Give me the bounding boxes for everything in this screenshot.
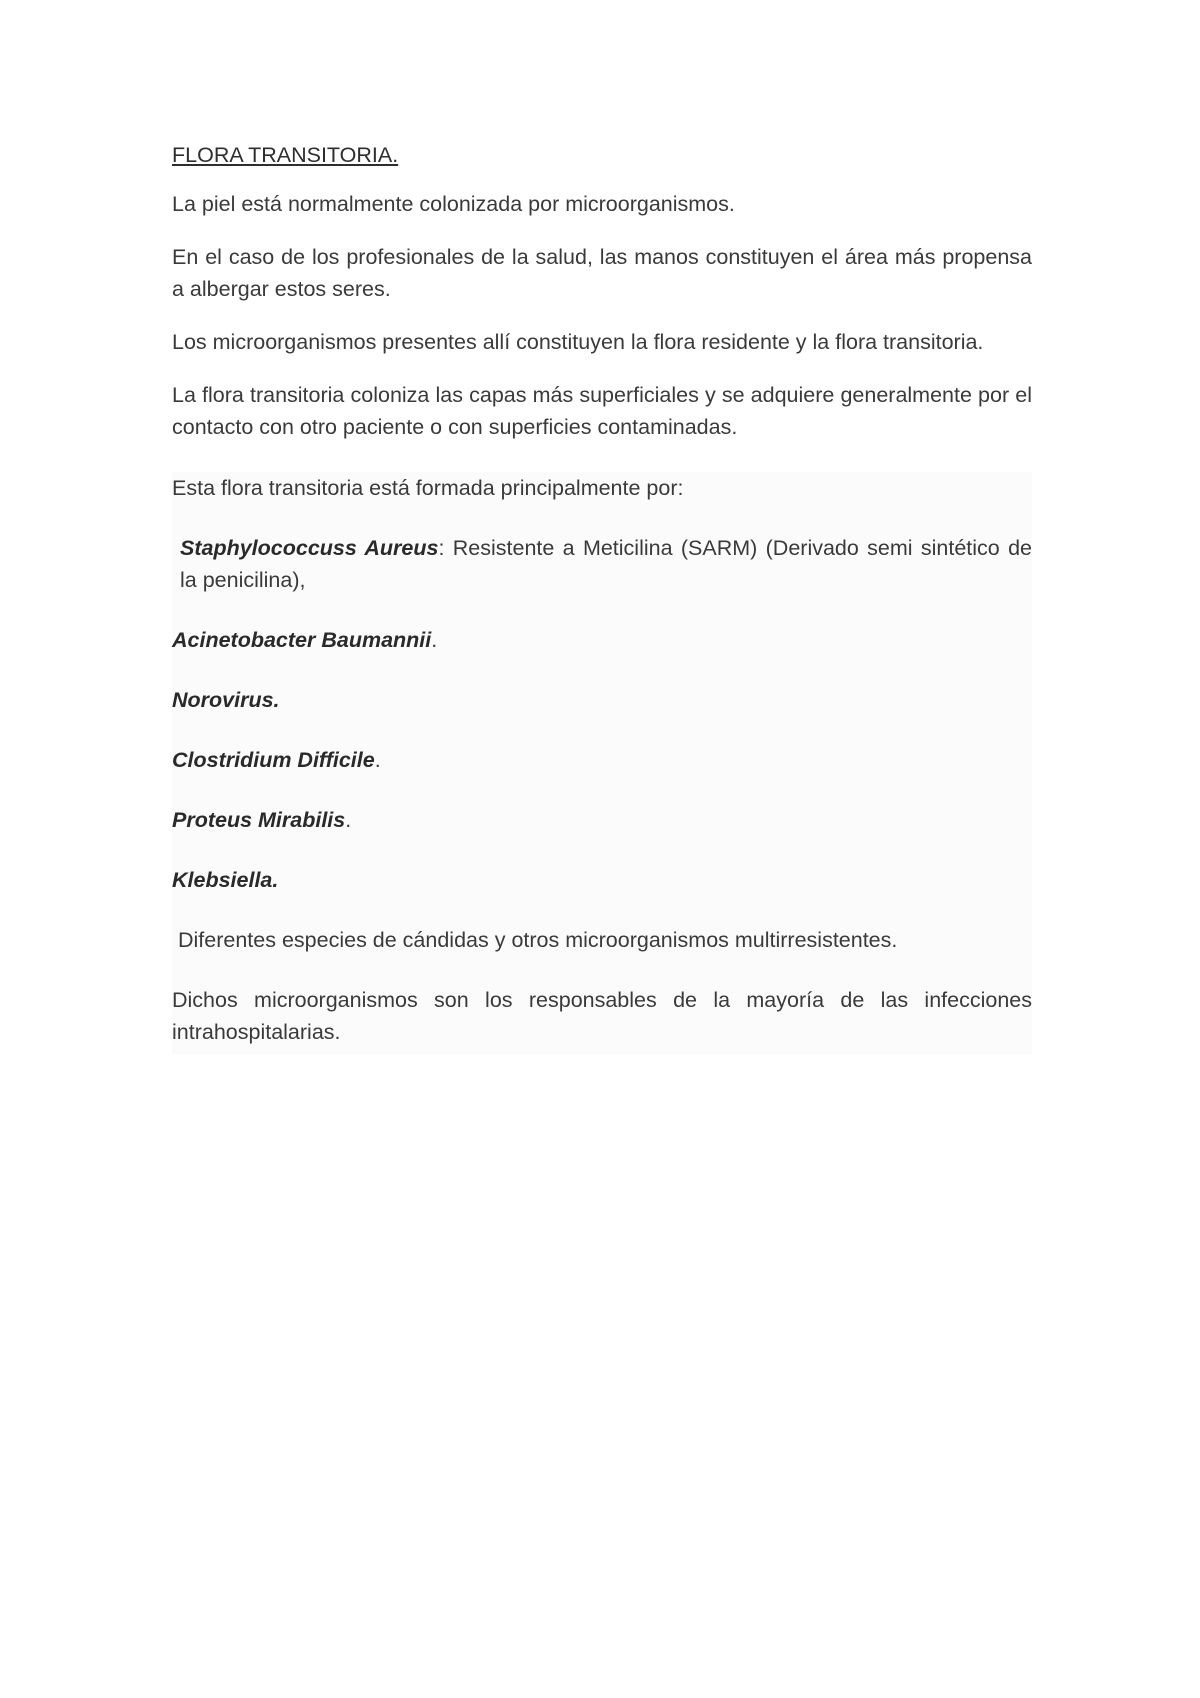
list-item-norovirus [172,684,1032,716]
document-body [172,140,1032,1054]
paragraph-skin-colonization: La piel está normalmente colonizada por microorganismos. [172,192,735,216]
list-item-clostridium [172,744,1032,776]
organism-name: Proteus Mirabilis [172,808,346,832]
list-item-klebsiella [172,864,1032,896]
list-item-acinetobacter [172,624,1032,656]
organism-name: Acinetobacter Baumannii [172,628,432,652]
organism-name: Staphylococcuss Aureus [180,536,439,560]
organism-name: Clostridium Difficile [172,748,375,772]
list-item-proteus [172,804,1032,836]
organism-description: . [374,748,381,772]
paragraph-flora-types: Los microorganismos presentes allí constituyen la flora residente y la flora transitoria. [172,330,984,354]
organism-name: Norovirus. [172,688,280,712]
list-item-staphylococcus [172,532,1032,596]
paragraph-transient-flora: La flora transitoria coloniza las capas más superficiales y se adquiere generalmente por el contacto con otro paciente o con superficies contaminadas. [172,383,1032,439]
paragraph-other-species: Diferentes especies de cándidas y otros microorganismos multirresistentes. [178,928,898,952]
list-intro: Esta flora transitoria está formada principalmente por: [172,476,684,500]
organism-description: . [345,808,352,832]
organism-list-block [172,472,1032,1054]
organism-description: : Resistente a Meticilina (SARM) (Derivado semi sintético de la penicilina), [180,536,1032,592]
section-title: FLORA TRANSITORIA. [172,143,399,167]
paragraph-conclusion: Dichos microorganismos son los responsables de la mayoría de las infecciones intrahospitalarias. [172,988,1032,1044]
paragraph-health-professionals: En el caso de los profesionales de la salud, las manos constituyen el área más propensa a albergar estos seres. [172,245,1032,301]
organism-name: Klebsiella. [172,868,279,892]
organism-description: . [431,628,438,652]
